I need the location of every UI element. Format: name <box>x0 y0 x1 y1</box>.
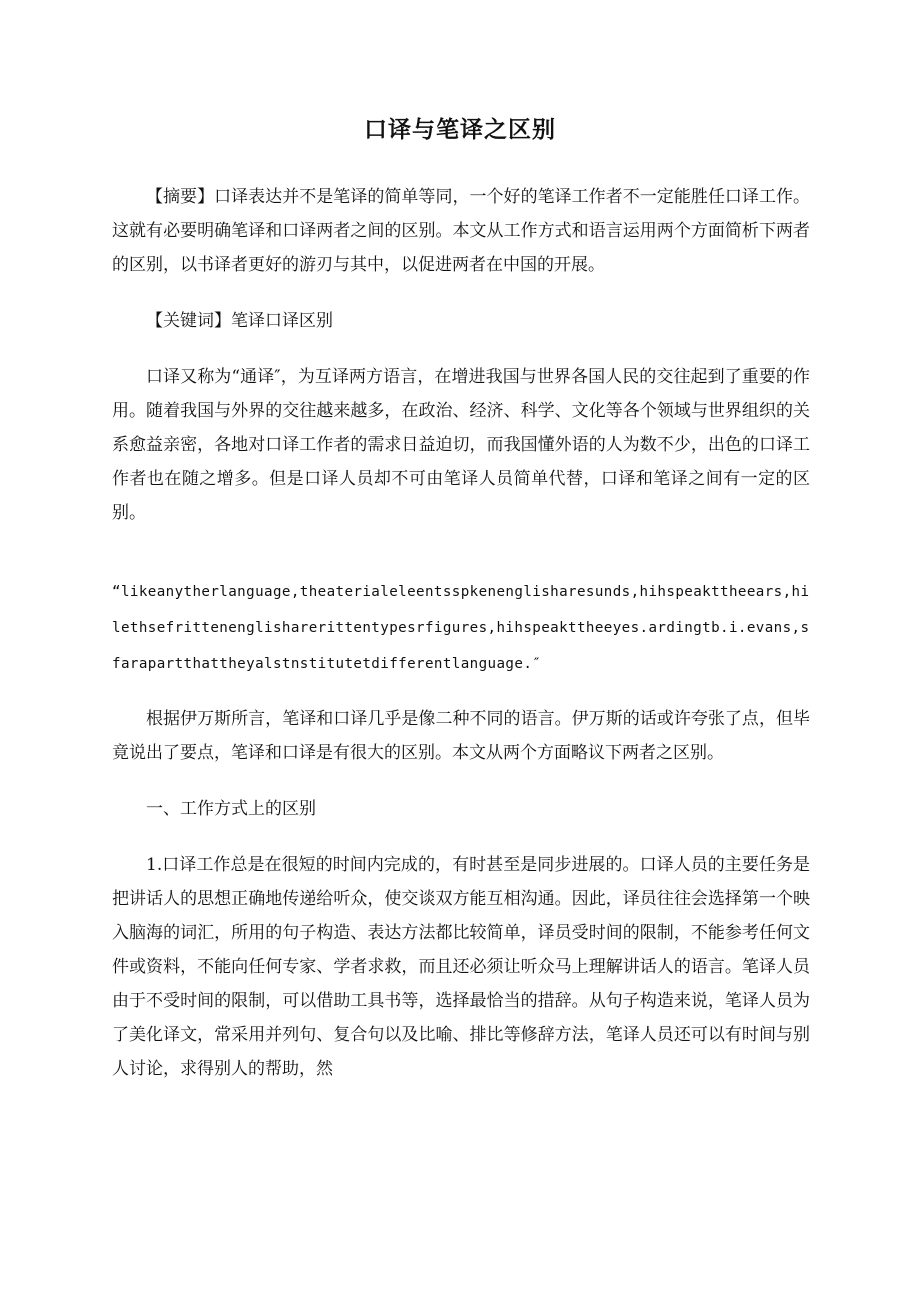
document-title: 口译与笔译之区别 <box>364 116 556 143</box>
english-quote-paragraph: “likeanytherlanguage,theaterialeleentsspkenenglisharesunds,hihspeakttheears,hilethsefrittenenglisharerittentypesrfigures,hihspeakttheeyes.ardingtb.i.evans,sfarapartthattheyalstnstitutetdifferentlanguage.″ <box>112 584 810 672</box>
intro-paragraph: 口译又称为“通译″，为互译两方语言，在增进我国与世界各国人民的交往起到了重要的作用。随着我国与外界的交往越来越多，在政治、经济、科学、文化等各个领域与世界组织的关系愈益亲密，各地对口译工作者的需求日益迫切，而我国懂外语的人为数不少，出色的口译工作者也在随之增多。但是口译人员却不可由笔译人员简单代替，口译和笔译之间有一定的区别。 <box>112 367 810 523</box>
section-1-paragraph-1: 1.口译工作总是在很短的时间内完成的，有时甚至是同步进展的。口译人员的主要任务是把讲话人的思想正确地传递给听众，使交谈双方能互相沟通。因此，译员往往会选择第一个映入脑海的词汇，所用的句子构造、表达方法都比较简单，译员受时间的限制，不能参考任何文件或资料，不能向任何专家、学者求救，而且还必须让听众马上理解讲话人的语言。笔译人员由于不受时间的限制，可以借助工具书等，选择最恰当的措辞。从句子构造来说，笔译人员为了美化译文，常采用并列句、复合句以及比喻、排比等修辞方法，笔译人员还可以有时间与别人讨论，求得别人的帮助，然 <box>112 855 810 1079</box>
section-heading-1: 一、工作方式上的区别 <box>146 799 316 819</box>
abstract-paragraph: 【摘要】口译表达并不是笔译的简单等同，一个好的笔译工作者不一定能胜任口译工作。这就有必要明确笔译和口译两者之间的区别。本文从工作方式和语言运用两个方面简析下两者的区别，以书译者更好的游刃与其中，以促进两者在中国的开展。 <box>112 187 810 275</box>
evans-paragraph: 根据伊万斯所言，笔译和口译几乎是像二种不同的语言。伊万斯的话或许夸张了点，但毕竟说出了要点，笔译和口译是有很大的区别。本文从两个方面略议下两者之区别。 <box>112 709 810 763</box>
keywords-paragraph: 【关键词】笔译口译区别 <box>146 311 333 331</box>
document-body <box>112 180 810 1108</box>
